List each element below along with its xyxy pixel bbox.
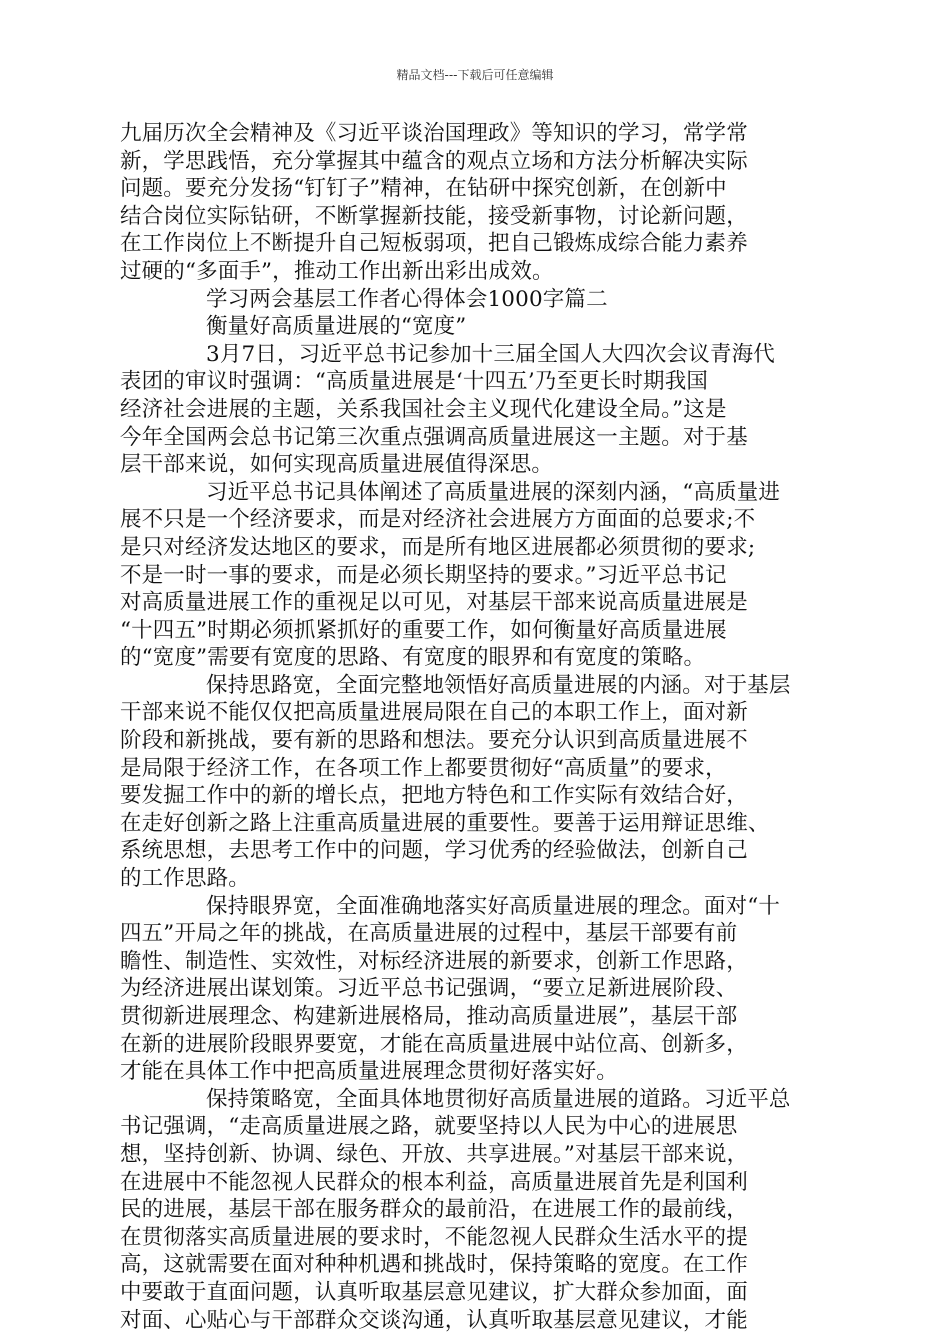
- text-line: 保持思路宽，全面完整地领悟好高质量进展的内涵。对于基层: [206, 672, 791, 698]
- text-line: 民的进展，基层干部在服务群众的最前沿，在进展工作的最前线，: [120, 1197, 748, 1223]
- text-line: 干部来说不能仅仅把高质量进展局限在自己的本职工作上，面对新: [120, 700, 748, 726]
- text-line: 对面、心贴心与干部群众交谈沟通，认真听取基层意见建议，才能: [120, 1307, 748, 1333]
- text-line: 衡量好高质量进展的“宽度”: [206, 314, 467, 340]
- page-header: 精品文档---下载后可任意编辑: [396, 68, 554, 82]
- text-line: 中要敢于直面问题，认真听取基层意见建议，扩大群众参加面，面: [120, 1279, 748, 1305]
- text-line: 问题。要充分发扬“钉钉子”精神，在钻研中探究创新，在创新中: [120, 176, 727, 202]
- text-line: 3月7日，习近平总书记参加十三届全国人大四次会议青海代: [206, 341, 775, 367]
- text-line: 在新的进展阶段眼界要宽，才能在高质量进展中站位高、创新多，: [120, 1031, 748, 1057]
- text-line: 贯彻新进展理念、构建新进展格局，推动高质量进展”，基层干部: [120, 1004, 738, 1029]
- text-line: 不是一时一事的要求，而是必须长期坚持的要求。”习近平总书记: [120, 562, 727, 588]
- text-line: 新，学思践悟，充分掌握其中蕴含的观点立场和方法分析解决实际: [120, 148, 748, 174]
- text-line: 为经济进展出谋划策。习近平总书记强调，“要立足新进展阶段、: [120, 976, 738, 1002]
- text-line: 结合岗位实际钻研，不断掌握新技能，接受新事物，讨论新问题，: [120, 203, 748, 229]
- text-line: 表团的审议时强调：“高质量进展是‘十四五’乃至更长时期我国: [120, 369, 709, 395]
- text-line: 在进展中不能忽视人民群众的根本利益，高质量进展首先是利国利: [120, 1169, 748, 1195]
- text-line: 学习两会基层工作者心得体会1000字篇二: [206, 286, 608, 312]
- text-line: “十四五”时期必须抓紧抓好的重要工作，如何衡量好高质量进展: [120, 617, 727, 643]
- text-line: 九届历次全会精神及《习近平谈治国理政》等知识的学习，常学常: [120, 121, 748, 146]
- text-line: 今年全国两会总书记第三次重点强调高质量进展这一主题。对于基: [120, 424, 748, 450]
- text-line: 层干部来说，如何实现高质量进展值得深思。: [120, 452, 554, 478]
- text-line: 是只对经济发达地区的要求，而是所有地区进展都必须贯彻的要求;: [120, 534, 756, 560]
- text-line: 保持策略宽，全面具体地贯彻好高质量进展的道路。习近平总: [206, 1086, 791, 1112]
- text-line: 高，这就需要在面对种种机遇和挑战时，保持策略的宽度。在工作: [120, 1252, 748, 1278]
- text-line: 系统思想，去思考工作中的问题，学习优秀的经验做法，创新自己: [120, 838, 748, 864]
- text-line: 保持眼界宽，全面准确地落实好高质量进展的理念。面对“十: [206, 893, 781, 919]
- text-line: 习近平总书记具体阐述了高质量进展的深刻内涵，“高质量进: [206, 479, 781, 505]
- document-body: [120, 120, 832, 1334]
- text-line: 四五”开局之年的挑战，在高质量进展的过程中，基层干部要有前: [120, 921, 738, 947]
- text-line: 的“宽度”需要有宽度的思路、有宽度的眼界和有宽度的策略。: [120, 645, 706, 671]
- text-line: 在贯彻落实高质量进展的要求时，不能忽视人民群众生活水平的提: [120, 1224, 748, 1250]
- text-line: 在走好创新之路上注重高质量进展的重要性。要善于运用辩证思维、: [120, 810, 770, 836]
- text-line: 阶段和新挑战，要有新的思路和想法。要充分认识到高质量进展不: [120, 728, 748, 754]
- text-line: 想，坚持创新、协调、绿色、开放、共享进展。”对基层干部来说，: [120, 1141, 749, 1167]
- text-line: 才能在具体工作中把高质量进展理念贯彻好落实好。: [120, 1059, 618, 1085]
- text-line: 展不只是一个经济要求，而是对经济社会进展方方面面的总要求;不: [120, 507, 756, 533]
- text-line: 过硬的“多面手”，推动工作出新出彩出成效。: [120, 258, 554, 284]
- text-line: 是局限于经济工作，在各项工作上都要贯彻好“高质量”的要求，: [120, 755, 727, 781]
- text-line: 书记强调，“走高质量进展之路，就要坚持以人民为中心的进展思: [120, 1114, 738, 1140]
- text-line: 要发掘工作中的新的增长点，把地方特色和工作实际有效结合好，: [120, 783, 748, 809]
- text-line: 对高质量进展工作的重视足以可见，对基层干部来说高质量进展是: [120, 590, 748, 616]
- text-line: 经济社会进展的主题，关系我国社会主义现代化建设全局。”这是: [120, 396, 727, 422]
- text-line: 在工作岗位上不断提升自己短板弱项，把自己锻炼成综合能力素养: [120, 231, 748, 257]
- text-line: 瞻性、制造性、实效性，对标经济进展的新要求，创新工作思路，: [120, 948, 748, 974]
- text-line: 的工作思路。: [120, 866, 250, 892]
